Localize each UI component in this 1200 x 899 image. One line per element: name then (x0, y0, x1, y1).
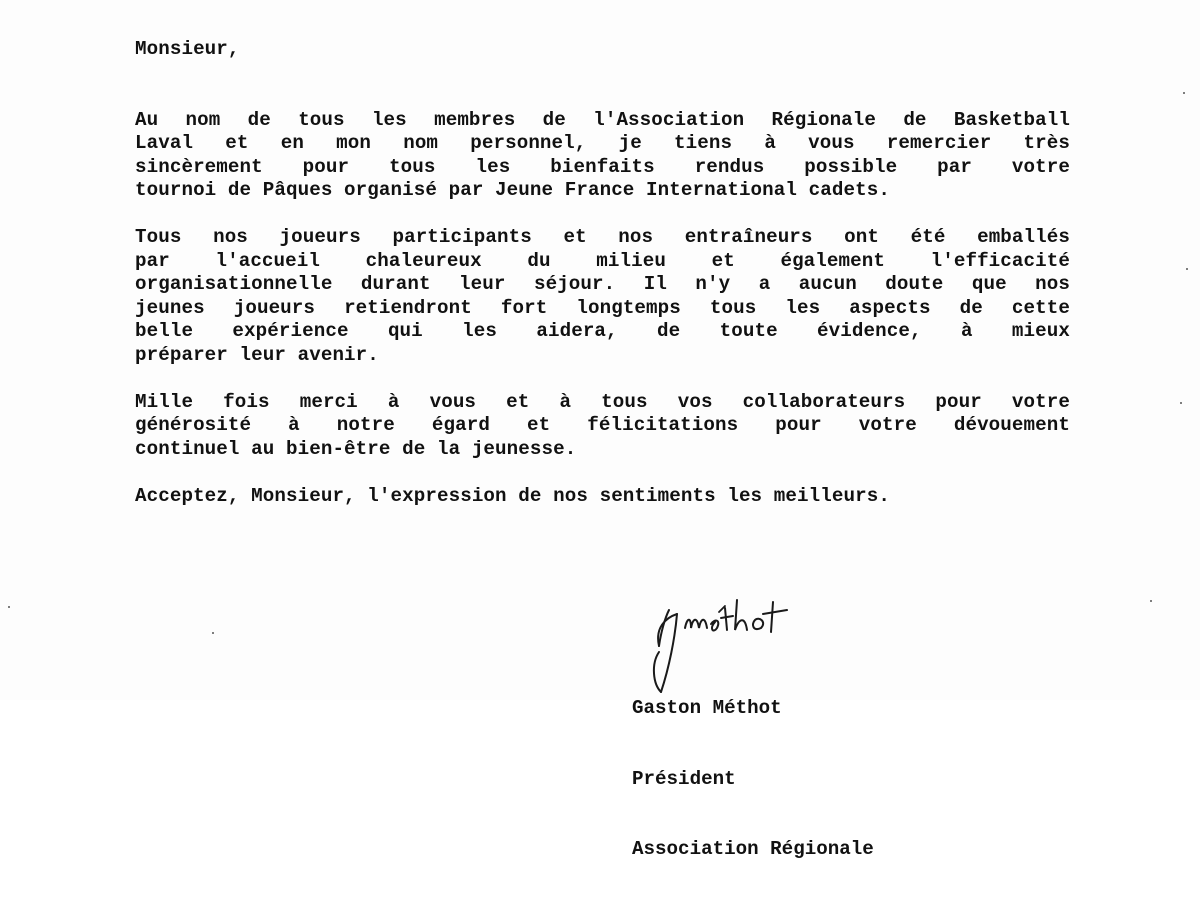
paragraph-line: générosité à notre égard et félicitations pour votre dévouement (135, 414, 1070, 436)
paragraph-line: par l'accueil chaleureux du milieu et également l'efficacité (135, 249, 1070, 272)
paragraph-line: Mille fois merci à vous et à tous vos collaborateurs pour votre (135, 390, 1070, 413)
paragraph-line: continuel au bien-être de la jeunesse. (135, 437, 577, 460)
paragraph-2 (135, 226, 1070, 367)
paragraph-line: tournoi de Pâques organisé par Jeune France International cadets. (135, 179, 890, 201)
signatory-organization: Association Régionale (632, 838, 874, 860)
signatory-title: Président (632, 767, 736, 790)
paragraph-line: belle expérience qui les aidera, de toute évidence, à mieux (135, 320, 1070, 342)
paragraph-line: sincèrement pour tous les bienfaits rendus possible par votre (135, 155, 1070, 178)
signatory-name: Gaston Méthot (632, 697, 782, 719)
closing-line: Acceptez, Monsieur, l'expression de nos sentiments les meilleurs. (135, 484, 890, 507)
paragraph-line: Tous nos joueurs participants et nos entraîneurs ont été emballés (135, 226, 1070, 248)
salutation: Monsieur, (135, 38, 240, 60)
paragraph-1 (135, 109, 1070, 203)
paragraph-line: jeunes joueurs retiendront fort longtemps tous les aspects de cette (135, 296, 1070, 319)
paragraph-line: organisationnelle durant leur séjour. Il n'y a aucun doute que nos (135, 273, 1070, 295)
paragraph-line: Laval et en mon nom personnel, je tiens à vous remercier très (135, 132, 1070, 154)
paragraph-line: Au nom de tous les membres de l'Association Régionale de Basketball (135, 108, 1070, 131)
paragraph-line: préparer leur avenir. (135, 343, 379, 366)
letter-body (135, 38, 1070, 508)
paragraph-3 (135, 391, 1070, 462)
signature-block (632, 650, 874, 899)
